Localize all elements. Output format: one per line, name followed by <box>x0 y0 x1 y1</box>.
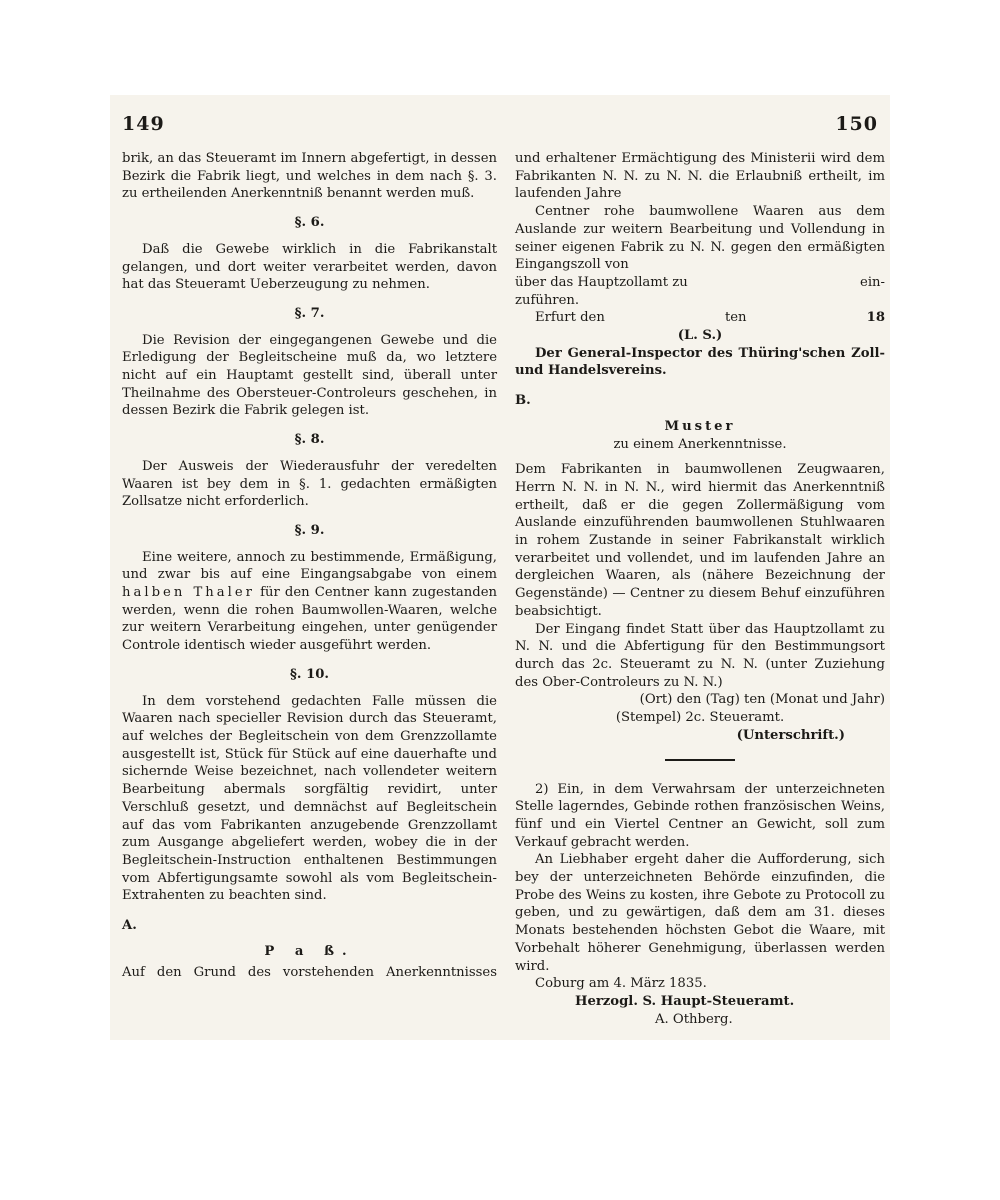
section-10-text: In dem vorstehend gedachten Falle müssen die Waaren nach specieller Revision durch das Steueramt, auf welches der Begleitschein von dem Grenzzollamte ausgestellt ist, Stück für Stück auf eine dauerhafte und sichernde Weise bezeichnet, nach vollendeter weitern Bearbeitung abermals sorgfältig revidirt, unter Verschluß gesetzt, und demnächst auf Begleitschein auf das vom Fabrikanten anzugebende Grenzzollamt zum Ausgange abgeliefert werden, wobey die in der Begleitschein-Instruction enthaltenen Bestimmungen vom Abfertigungsamte sowohl als vom Begleitschein-Extrahenten zu beachten sind. <box>122 693 497 904</box>
stamp-placeholder-line: (Stempel) 2c. Steueramt. <box>615 710 785 726</box>
muster-subtitle: zu einem Anerkenntnisse. <box>613 436 787 452</box>
section-9-emphasis: halben Thaler <box>122 585 255 601</box>
notice-text: 2) Ein, in dem Verwahrsam der unterzeichneten Stelle lagerndes, Gebinde rothen französischen Weins, fünf und ein Viertel Centner an Gewicht, soll zum Verkauf gebracht werden. <box>515 781 885 850</box>
ten-text: ten <box>724 310 747 326</box>
right-column <box>515 150 885 1028</box>
pass-via-text: über das Hauptzollamt zu <box>515 274 688 290</box>
pass-title: P a ß. <box>264 943 355 959</box>
left-column <box>122 150 497 982</box>
section-heading-10: §. 10. <box>289 666 330 682</box>
year-text: 18 <box>866 310 885 326</box>
section-heading-7: §. 7. <box>294 305 325 321</box>
pass-continuation-2: Centner rohe baumwollene Waaren aus dem Auslande zur weitern Bearbeitung und Vollendung in seiner eigenen Fabrik zu N. N. gegen den ermäßigten Eingangszoll von <box>515 204 885 273</box>
section-8-text: Der Ausweis der Wiederausfuhr der veredelten Waaren ist bey dem in §. 1. gedachten ermäßigten Zollsatze nicht erforderlich. <box>122 458 497 510</box>
pass-ein-text: ein- <box>860 274 885 290</box>
document-page <box>110 95 890 1040</box>
authority-name: Herzogl. S. Haupt-Steueramt. <box>575 993 795 1009</box>
muster-title: Muster <box>664 418 736 434</box>
section-9-text-b: für den Centner kann zugestanden werden, wenn die rohen Baumwollen-Waaren, welche zur weitern Verarbeitung eingehen, unter genügender Controle identisch wieder ausgeführt werden. <box>122 585 498 654</box>
section-heading-6: §. 6. <box>294 215 325 231</box>
marker-b: B. <box>515 393 531 409</box>
section-6-text: Daß die Gewebe wirklich in die Fabrikanstalt gelangen, und dort weiter verarbeitet werden, davon hat das Steueramt Ueberzeugung zu nehmen. <box>122 241 497 293</box>
erfurt-date-line <box>515 309 885 327</box>
muster-text: Dem Fabrikanten in baumwollenen Zeugwaaren, Herrn N. N. in N. N., wird hiermit das Anerkenntniß ertheilt, daß er die gegen Zollermäßigung vom Auslande einzuführenden baumwollenen Stuhlwaaren in rohem Zustande in seiner Fabrikanstalt wirklich verarbeitet und vollendet, und im laufenden Jahre an dergleichen Waaren, als (nähere Bezeichnung der Gegenstände) — Centner zu diesem Behuf einzuführen beabsichtigt. <box>515 462 885 619</box>
pass-end-text: zuführen. <box>515 292 580 308</box>
paragraph-continuation: brik, an das Steueramt im Innern abgefertigt, in dessen Bezirk die Fabrik liegt, und welches in dem nach §. 3. zu ertheilenden Anerkenntniß benannt werden muß. <box>122 151 497 202</box>
page-number-right: 150 <box>835 113 878 135</box>
section-heading-9: §. 9. <box>294 522 325 538</box>
section-heading-8: §. 8. <box>294 432 325 448</box>
section-7-text: Die Revision der eingegangenen Gewebe und die Erledigung der Begleitscheine muß da, wo letztere nicht auf ein Hauptamt gestellt sind, überall unter Theilnahme des Obersteuer-Controleurs geschehen, in dessen Bezirk die Fabrik gelegen ist. <box>122 332 497 419</box>
marker-a: A. <box>122 918 137 934</box>
coburg-date: Coburg am 4. März 1835. <box>535 976 707 992</box>
date-placeholder-line: (Ort) den (Tag) ten (Monat und Jahr) <box>639 692 885 708</box>
page-number-left: 149 <box>122 113 165 135</box>
section-9-text <box>122 549 497 655</box>
erfurt-text: Erfurt den <box>535 310 605 326</box>
section-9-text-a: Eine weitere, annoch zu bestimmende, Ermäßigung, und zwar bis auf eine Eingangsabgabe von einem <box>122 549 497 583</box>
pass-intro-line: Auf den Grund des vorstehenden Anerkenntnisses <box>122 965 497 981</box>
signature-placeholder-line: (Unterschrift.) <box>736 727 845 743</box>
general-inspector-text: Der General-Inspector des Thüring'schen Zoll- und Handelsvereins. <box>515 345 885 379</box>
official-name: A. Othberg. <box>655 1011 733 1027</box>
pass-continuation: und erhaltener Ermächtigung des Ministerii wird dem Fabrikanten N. N. zu N. N. die Erlaubniß ertheilt, im laufenden Jahre <box>515 151 885 202</box>
notice-text-2: An Liebhaber ergeht daher die Aufforderung, sich bey der unterzeichneten Behörde einzufinden, die Probe des Weins zu kosten, ihre Gebote zu Protocoll zu geben, und zu gewärtigen, daß dem am 31. dieses Monats bestehenden höchsten Gebot die Waare, mit Vorbehalt höherer Genehmigung, überlassen werden wird. <box>515 852 885 974</box>
section-divider <box>665 759 735 761</box>
eingang-text: Der Eingang findet Statt über das Hauptzollamt zu N. N. und die Abfertigung für den Bestimmungsort durch das 2c. Steueramt zu N. N. (unter Zuziehung des Ober-Controleurs zu N. N.) <box>515 621 885 690</box>
pass-via-line <box>515 274 885 292</box>
seal-mark: (L. S.) <box>677 328 723 344</box>
